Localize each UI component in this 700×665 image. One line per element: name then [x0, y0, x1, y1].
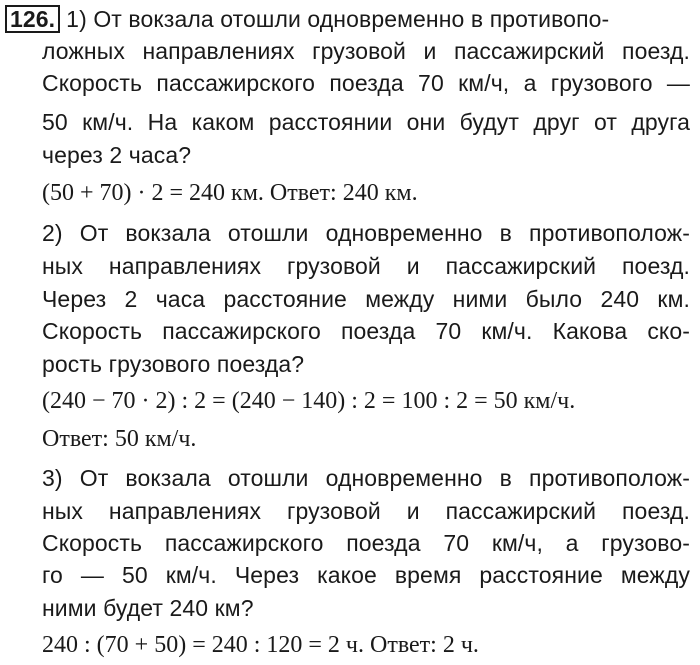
problem-3-line-2: ных направлениях грузовой и пассажирский поезд. [42, 498, 690, 524]
problem-2-line-4: Скорость пассажирского поезда 70 км/ч. Какова ско- [42, 318, 690, 344]
problem-3-line-3: Скорость пассажирского поезда 70 км/ч, а грузово- [42, 530, 690, 556]
problem-1-line-2: ложных направлениях грузовой и пассажирский поезд. [42, 38, 690, 64]
problem-1-text-1: 1) От вокзала отошли одновременно в противопо- [66, 6, 610, 32]
problem-2-line-2: ных направлениях грузовой и пассажирский поезд. [42, 253, 690, 279]
problem-3-line-4: го — 50 км/ч. Через какое время расстояние между [42, 562, 690, 588]
problem-2-line-3: Через 2 часа расстояние между ними было 240 км. [42, 286, 690, 312]
problem-number-box: 126. [5, 5, 60, 33]
problem-1-line-5: через 2 часа? [42, 142, 192, 168]
problem-3-solution: 240 : (70 + 50) = 240 : 120 = 2 ч. Ответ: 2 ч. [42, 632, 479, 658]
problem-2-answer: Ответ: 50 км/ч. [42, 426, 197, 452]
problem-3-line-1: 3) От вокзала отошли одновременно в противополож- [42, 465, 690, 491]
problem-1-line-1 [5, 4, 690, 34]
problem-1-solution: (50 + 70) · 2 = 240 км. Ответ: 240 км. [42, 180, 418, 206]
problem-2-line-1: 2) От вокзала отошли одновременно в противополож- [42, 220, 690, 246]
problem-2-line-5: рость грузового поезда? [42, 351, 305, 377]
problem-2-solution: (240 − 70 · 2) : 2 = (240 − 140) : 2 = 100 : 2 = 50 км/ч. [42, 388, 576, 414]
problem-1-line-4: 50 км/ч. На каком расстоянии они будут друг от друга [42, 109, 690, 135]
problem-3-line-5: ними будет 240 км? [42, 595, 254, 621]
problem-1-line-3: Скорость пассажирского поезда 70 км/ч, а грузового — [42, 70, 690, 96]
